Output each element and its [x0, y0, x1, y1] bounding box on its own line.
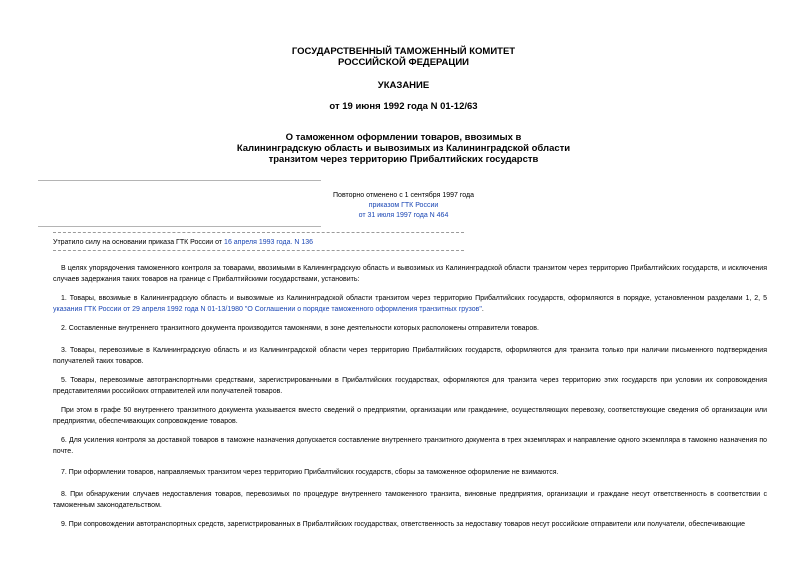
lost-force-text: Утратило силу на основании приказа ГТК России от: [53, 239, 225, 246]
paragraph-2: 2. Составленные внутреннего транзитного документа производится таможнями, в зоне деятельности которых расположены отправители товаров.: [61, 325, 539, 332]
paragraph-3: 3. Товары, перевозимые в Калининградскую область и из Калининградской области через территорию Прибалтийских государств, оформляются для транзита только при наличии письменного подтверждения получателей таких товаров.: [53, 347, 767, 365]
paragraph-1: [53, 294, 767, 315]
cancel-note-order-link[interactable]: приказом ГТК России: [368, 202, 439, 209]
org-name-line2: РОССИЙСКОЙ ФЕДЕРАЦИИ: [337, 57, 469, 68]
paragraph-1-end: .: [481, 305, 484, 313]
dashed-divider-bottom: [53, 250, 464, 251]
paragraph-7: 7. При оформлении товаров, направляемых транзитом через территорию Прибалтийских государств, сборы за таможенное оформление не взимаются.: [61, 469, 559, 476]
paragraph-1-text: 1. Товары, ввозимые в Калининградскую область и вывозимые из Калининградской области транзитом через территорию Прибалтийских государств, оформляются в порядке, установленном разделами 1, 2, 5: [61, 295, 767, 302]
doc-date: от 19 июня 1992 года N 01-12/63: [329, 101, 478, 112]
doc-type: УКАЗАНИЕ: [377, 80, 430, 91]
paragraph-intro: В целях упорядочения таможенного контроля за товарами, ввозимыми в Калининградскую область и вывозимых из Калининградской области транзитом через территорию Прибалтийских государств, и исключения случаев задержания таких товаров на границе с Прибалтийскими государствами, установить:: [53, 265, 767, 283]
paragraph-5: 5. Товары, перевозимые автотранспортными средствами, зарегистрированными в Прибалтийских государствах, оформляются для транзита через территорию этих государств при условии их сопровождения представителями российских отправителей или получателей товаров.: [53, 377, 767, 395]
dashed-divider-top: [53, 232, 464, 233]
divider-top: [38, 180, 321, 181]
paragraph-1-link[interactable]: указания ГТК России от 29 апреля 1992 года N 01-13/1980 "О Соглашении о порядке таможенного оформления транзитных грузов": [53, 305, 482, 313]
doc-title-line3: транзитом через территорию Прибалтийских государств: [268, 154, 539, 165]
doc-title-line2: Калининградскую область и вывозимых из Калининградской области: [236, 143, 571, 154]
lost-force-order-link[interactable]: 16 апреля 1993 года. N 136: [224, 239, 314, 246]
doc-title-line1: О таможенном оформлении товаров, ввозимых в: [285, 132, 522, 143]
org-name-line1: ГОСУДАРСТВЕННЫЙ ТАМОЖЕННЫЙ КОМИТЕТ: [291, 46, 516, 57]
paragraph-9: 9. При сопровождении автотранспортных средств, зарегистрированных в Прибалтийских государствах, ответственность за недоставку товаров несут российские отправители или получатели, обеспечивающие: [61, 521, 746, 528]
lost-force-note: [53, 238, 313, 247]
paragraph-5-continued: При этом в графе 50 внутреннего транзитного документа указывается вместо сведений о предприятии, организации или гражданине, осуществляющих перевозку, соответствующие сведения об организации или предприятии, обеспечивающих сопровождение товаров.: [53, 407, 767, 425]
paragraph-8: 8. При обнаружении случаев недоставления товаров, перевозимых по процедуре внутреннего таможенного транзита, виновные предприятия, организации и граждане несут ответственность в соответствии с таможенным законодательством.: [53, 491, 767, 509]
divider-middle: [38, 226, 321, 227]
cancel-note-date-link[interactable]: от 31 июля 1997 года N 464: [358, 212, 449, 219]
cancel-note-line1: Повторно отменено с 1 сентября 1997 года: [333, 192, 474, 199]
paragraph-6: 6. Для усиления контроля за доставкой товаров в таможне назначения допускается составление внутреннего транзитного документа в трех экземплярах и направление одного экземпляра в таможню назначения по почте.: [53, 437, 767, 455]
